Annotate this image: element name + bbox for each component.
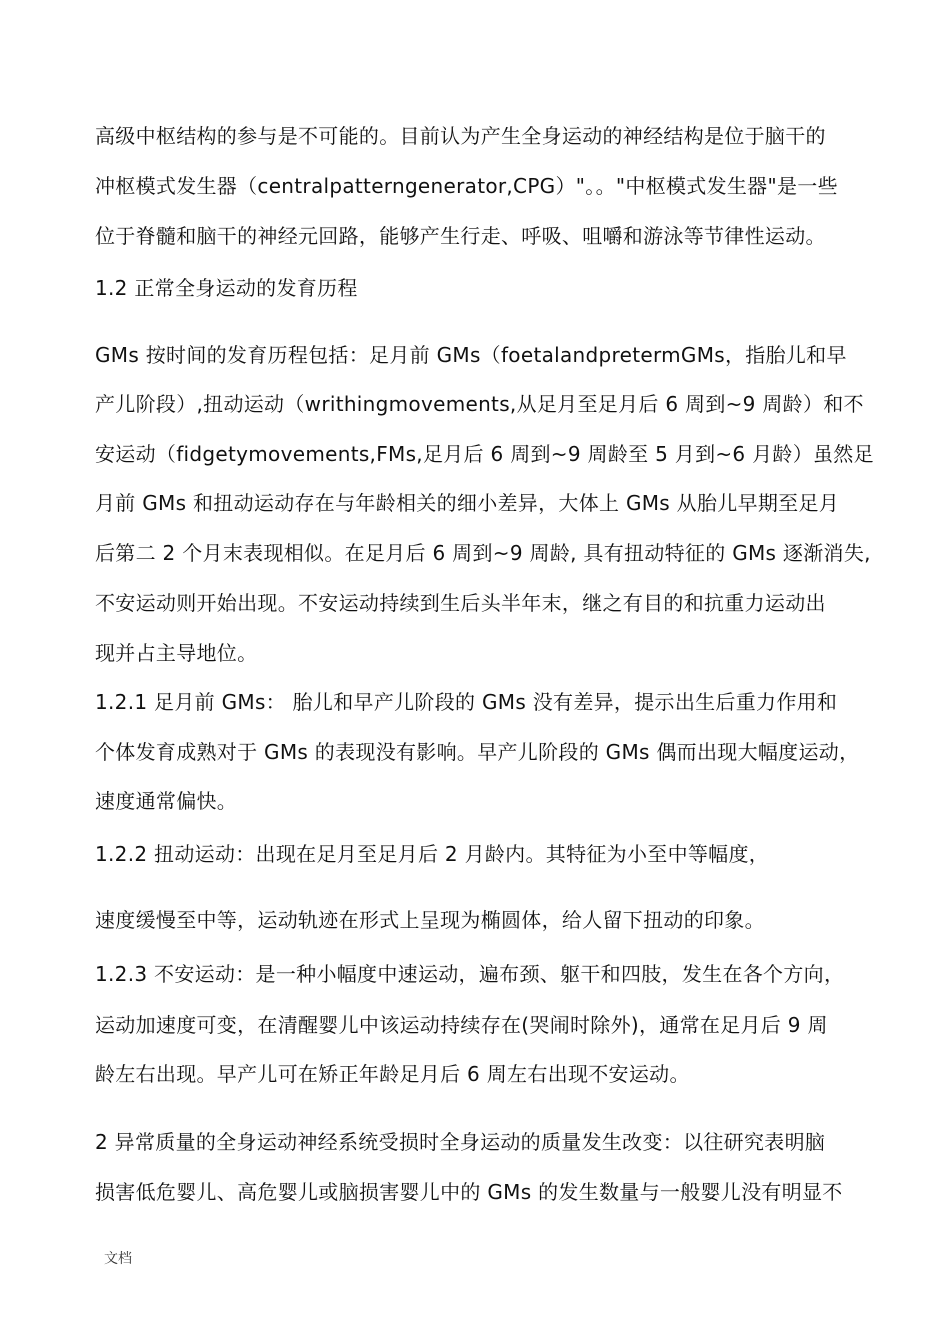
text-line: 产儿阶段）,扭动运动（writhingmovements,从足月至足月后 6 周到~9 周龄）和不 <box>95 392 864 416</box>
page-footer: 文档 <box>104 1251 132 1267</box>
text-line: GMs 按时间的发育历程包括：足月前 GMs（foetalandpretermGMs，指胎儿和早 <box>95 343 847 367</box>
text-line: 速度缓慢至中等，运动轨迹在形式上呈现为椭圆体，给人留下扭动的印象。 <box>95 908 765 932</box>
subsection-line: 1.2.2 扭动运动：出现在足月至足月后 2 月龄内。其特征为小至中等幅度， <box>95 842 770 866</box>
text-line: 冲枢模式发生器（centralpatterngenerator,CPG）"。。"中枢模式发生器"是一些 <box>95 174 838 198</box>
text-line: 位于脊髓和脑干的神经元回路，能够产生行走、呼吸、咀嚼和游泳等节律性运动。 <box>95 224 826 248</box>
text-line: 损害低危婴儿、高危婴儿或脑损害婴儿中的 GMs 的发生数量与一般婴儿没有明显不 <box>95 1180 843 1204</box>
text-line: 不安运动则开始出现。不安运动持续到生后头半年末，继之有目的和抗重力运动出 <box>95 591 826 615</box>
text-line: 安运动（fidgetymovements,FMs,足月后 6 周到~9 周龄至 5 月到~6 月龄）虽然足 <box>95 442 874 466</box>
subsection-line: 1.2.3 不安运动：是一种小幅度中速运动，遍布颈、躯干和四肢，发生在各个方向， <box>95 962 845 986</box>
text-line: 个体发育成熟对于 GMs 的表现没有影响。早产儿阶段的 GMs 偶而出现大幅度运动， <box>95 740 860 764</box>
section-heading: 1.2 正常全身运动的发育历程 <box>95 276 358 300</box>
subsection-line: 1.2.1 足月前 GMs： 胎儿和早产儿阶段的 GMs 没有差异，提示出生后重力作用和 <box>95 690 838 714</box>
text-line: 现并占主导地位。 <box>95 641 258 665</box>
text-line: 高级中枢结构的参与是不可能的。目前认为产生全身运动的神经结构是位于脑干的 <box>95 124 826 148</box>
text-line: 后第二 2 个月末表现相似。在足月后 6 周到~9 周龄, 具有扭动特征的 GMs 逐渐消失, <box>95 541 871 565</box>
text-line: 月前 GMs 和扭动运动存在与年龄相关的细小差异，大体上 GMs 从胎儿早期至足月 <box>95 491 840 515</box>
text-line: 速度通常偏快。 <box>95 789 238 813</box>
text-line: 运动加速度可变，在清醒婴儿中该运动持续存在(哭闹时除外)，通常在足月后 9 周 <box>95 1013 828 1037</box>
section-heading: 2 异常质量的全身运动神经系统受损时全身运动的质量发生改变：以往研究表明脑 <box>95 1130 826 1154</box>
text-line: 龄左右出现。早产儿可在矫正年龄足月后 6 周左右出现不安运动。 <box>95 1062 690 1086</box>
